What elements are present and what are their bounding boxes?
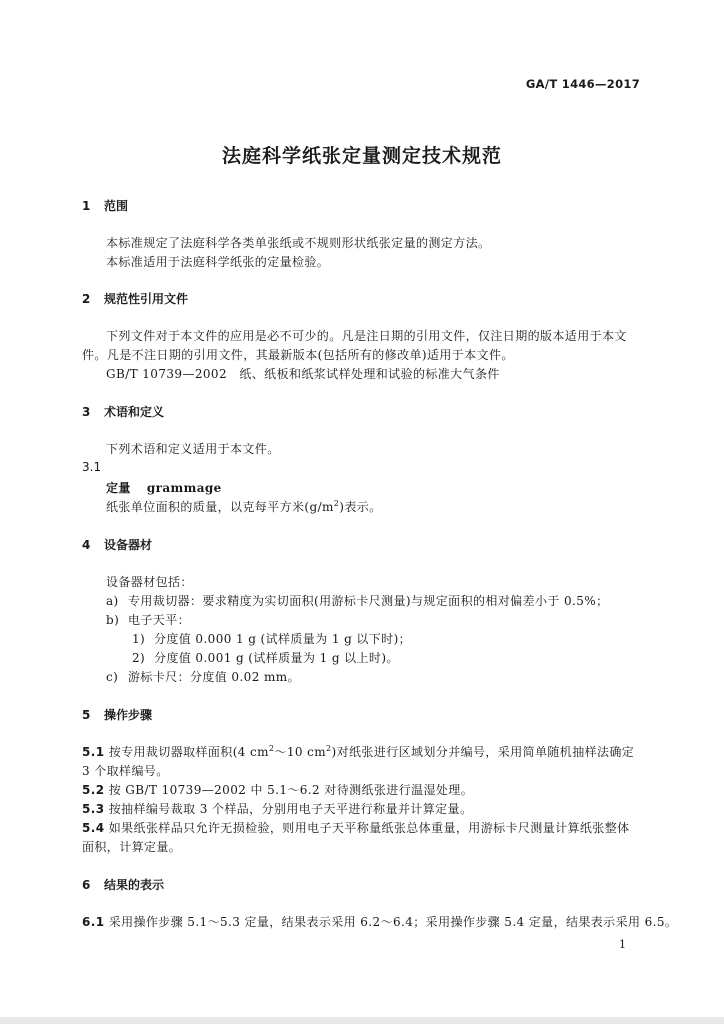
list-marker: b) (106, 613, 120, 627)
section-6-heading (82, 876, 164, 893)
section-title: 设备器材 (104, 538, 153, 552)
paragraph: 本标准规定了法庭科学各类单张纸或不规则形状纸张定量的测定方法。 (106, 236, 491, 250)
list-marker: c) (106, 670, 119, 684)
list-item-text: 电子天平： (128, 613, 191, 627)
section-5-heading (82, 706, 152, 723)
section-number: 4 (82, 538, 91, 552)
section-title: 结果的表示 (104, 878, 165, 892)
superscript: 2 (333, 499, 340, 508)
list-item (106, 668, 300, 685)
clause-5-2 (82, 781, 473, 798)
clause-number: 3.1 (82, 460, 102, 474)
sub-list-item (132, 649, 399, 666)
section-title: 规范性引用文件 (104, 292, 189, 306)
clause-5-1 (82, 743, 634, 760)
list-marker: 2) (132, 651, 146, 665)
paragraph: 本标准适用于法庭科学纸张的定量检验。 (106, 255, 330, 269)
clause-number: 5.2 (82, 783, 105, 797)
list-marker: 1) (132, 632, 146, 646)
section-number: 3 (82, 405, 91, 419)
list-item-text: 分度值 0.000 1 g (试样质量为 1 g 以下时)； (154, 632, 412, 646)
clause-number: 5.4 (82, 821, 105, 835)
section-number: 1 (82, 199, 91, 213)
section-number: 5 (82, 708, 91, 722)
clause-text: 按抽样编号裁取 3 个样品，分别用电子天平进行称量并计算定量。 (108, 802, 473, 816)
page-number: 1 (619, 938, 626, 951)
section-number: 6 (82, 878, 91, 892)
list-item-text: 专用裁切器：要求精度为实切面积(用游标卡尺测量)与规定面积的相对偏差小于 0.5%； (128, 594, 609, 608)
clause-text: 采用操作步骤 5.1～5.3 定量，结果表示采用 6.2～6.4；采用操作步骤 5.4 定量，结果表示采用 6.5。 (108, 915, 678, 929)
sub-list-item (132, 630, 411, 647)
clause-text: 按专用裁切器取样面积(4 cm (108, 745, 269, 759)
section-1-heading (82, 197, 128, 214)
clause-6-1 (82, 913, 677, 930)
clause-text: ～10 cm (274, 745, 327, 759)
bottom-edge (0, 1017, 724, 1024)
term-chinese: 定量 (106, 481, 131, 495)
list-item (106, 592, 608, 609)
clause-number: 5.3 (82, 802, 105, 816)
list-marker: a) (106, 594, 119, 608)
list-item-text: 游标卡尺：分度值 0.02 mm。 (128, 670, 300, 684)
definition-text: )表示。 (339, 500, 382, 514)
section-number: 2 (82, 292, 91, 306)
clause-text: 按 GB/T 10739—2002 中 5.1～6.2 对待测纸张进行温湿处理。 (108, 783, 474, 797)
term-definition (106, 498, 382, 515)
term-english: grammage (146, 481, 222, 495)
clause-number: 5.1 (82, 745, 105, 759)
document-title: 法庭科学纸张定量测定技术规范 (221, 145, 502, 167)
paragraph: 下列术语和定义适用于本文件。 (106, 442, 280, 456)
document-number: GA/T 1446—2017 (525, 77, 640, 91)
paragraph-line: 下列文件对于本文件的应用是必不可少的。凡是注日期的引用文件，仅注日期的版本适用于本文 (106, 329, 627, 343)
clause-5-3 (82, 800, 472, 817)
list-item-text: 分度值 0.001 g (试样质量为 1 g 以上时)。 (154, 651, 399, 665)
section-3-heading (82, 403, 164, 420)
clause-text: )对纸张进行区域划分并编号，采用简单随机抽样法确定 (331, 745, 635, 759)
normative-reference: GB/T 10739—2002 纸、纸板和纸浆试样处理和试验的标准大气条件 (106, 367, 500, 381)
section-4-heading (82, 536, 152, 553)
definition-text: 纸张单位面积的质量，以克每平方米(g/m (106, 500, 334, 514)
paragraph-line: 件。凡是不注日期的引用文件，其最新版本(包括所有的修改单)适用于本文件。 (82, 348, 514, 362)
clause-text: 如果纸张样品只允许无损检验，则用电子天平称量纸张总体重量，用游标卡尺测量计算纸张整体 (108, 821, 630, 835)
section-2-heading (82, 290, 188, 307)
superscript: 2 (268, 744, 275, 753)
paragraph: 设备器材包括： (106, 575, 193, 589)
clause-5-4 (82, 819, 630, 836)
clause-continuation: 3 个取样编号。 (82, 764, 169, 778)
clause-number: 6.1 (82, 915, 105, 929)
section-title: 操作步骤 (104, 708, 153, 722)
section-title: 术语和定义 (104, 405, 165, 419)
term-entry (106, 479, 222, 496)
list-item (106, 611, 190, 628)
clause-continuation: 面积，计算定量。 (82, 840, 182, 854)
section-title: 范围 (104, 199, 129, 213)
superscript: 2 (326, 744, 332, 753)
